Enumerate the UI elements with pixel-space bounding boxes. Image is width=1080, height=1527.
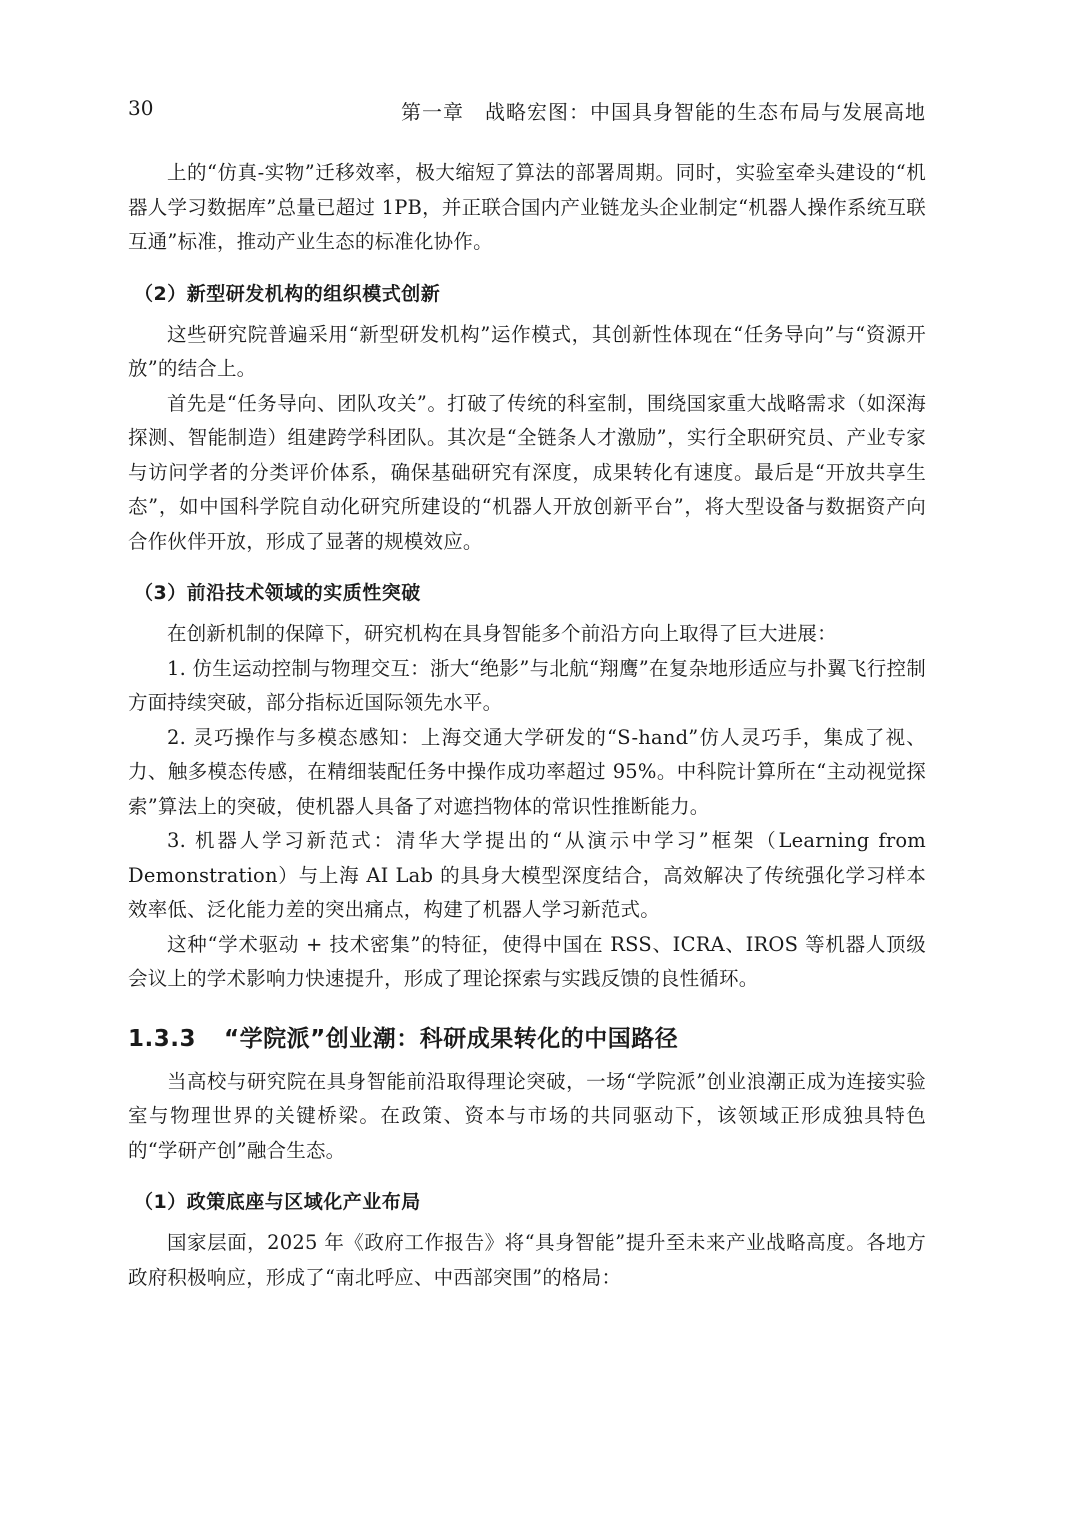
section-heading — [128, 1021, 926, 1057]
sub3-list-item-1: 1. 仿生运动控制与物理交互：浙大“绝影”与北航“翔鹰”在复杂地形适应与扑翼飞行控制方面持续突破，部分指标近国际领先水平。 — [128, 656, 926, 714]
sub3-list-item-3: 3. 机器人学习新范式：清华大学提出的“从演示中学习”框架（Learning from Demonstration）与上海 AI Lab 的具身大模型深度结合，高效解决了传统强化学习样本效率低、泛化能力差的突出痛点，构建了机器人学习新范式。 — [128, 829, 926, 921]
section-paragraph-1: 当高校与研究院在具身智能前沿取得理论突破，一场“学院派”创业浪潮正成为连接实验室与物理世界的关键桥梁。在政策、资本与市场的共同驱动下，该领域正形成独具特色的“学研产创”融合生态。 — [128, 1069, 926, 1162]
chapter-title: 第一章 战略宏图：中国具身智能的生态布局与发展高地 — [401, 100, 926, 124]
page-body — [128, 156, 926, 1295]
page-number: 30 — [128, 96, 154, 120]
section-number: 1.3.3 — [128, 1025, 196, 1052]
sub3-paragraph-2: 这种“学术驱动 + 技术密集”的特征，使得中国在 RSS、ICRA、IROS 等机器人顶级会议上的学术影响力快速提升，形成了理论探索与实践反馈的良性循环。 — [128, 932, 926, 990]
sub1-paragraph-1: 国家层面，2025 年《政府工作报告》将“具身智能”提升至未来产业战略高度。各地方政府积极响应，形成了“南北呼应、中西部突围”的格局： — [128, 1231, 926, 1289]
sub2-paragraph-2: 首先是“任务导向、团队攻关”。打破了传统的科室制，围绕国家重大战略需求（如深海探测、智能制造）组建跨学科团队。其次是“全链条人才激励”，实行全职研究员、产业专家与访问学者的分类评价体系，确保基础研究有深度，成果转化有速度。最后是“开放共享生态”，如中国科学院自动化研究所建设的“机器人开放创新平台”，将大型设备与数据资产向合作伙伴开放，形成了显著的规模效应。 — [128, 391, 926, 553]
subheading-1: （1）政策底座与区域化产业布局 — [134, 1191, 421, 1213]
sub3-list-item-2: 2. 灵巧操作与多模态感知：上海交通大学研发的“S-hand”仿人灵巧手，集成了视、力、触多模态传感，在精细装配任务中操作成功率超过 95%。中科院计算所在“主动视觉探索”算法上的突破，使机器人具备了对遮挡物体的常识性推断能力。 — [128, 725, 926, 818]
sub2-paragraph-1: 这些研究院普遍采用“新型研发机构”运作模式，其创新性体现在“任务导向”与“资源开放”的结合上。 — [128, 322, 926, 380]
intro-paragraph: 上的“仿真-实物”迁移效率，极大缩短了算法的部署周期。同时，实验室牵头建设的“机器人学习数据库”总量已超过 1PB，并正联合国内产业链龙头企业制定“机器人操作系统互联互通”标准，推动产业生态的标准化协作。 — [128, 161, 926, 253]
subheading-3: （3）前沿技术领域的实质性突破 — [134, 582, 421, 604]
section-title: “学院派”创业潮：科研成果转化的中国路径 — [224, 1025, 679, 1052]
subheading-2: （2）新型研发机构的组织模式创新 — [134, 282, 441, 305]
sub3-paragraph-1: 在创新机制的保障下，研究机构在具身智能多个前沿方向上取得了巨大进展： — [167, 622, 837, 645]
running-head — [128, 96, 926, 130]
